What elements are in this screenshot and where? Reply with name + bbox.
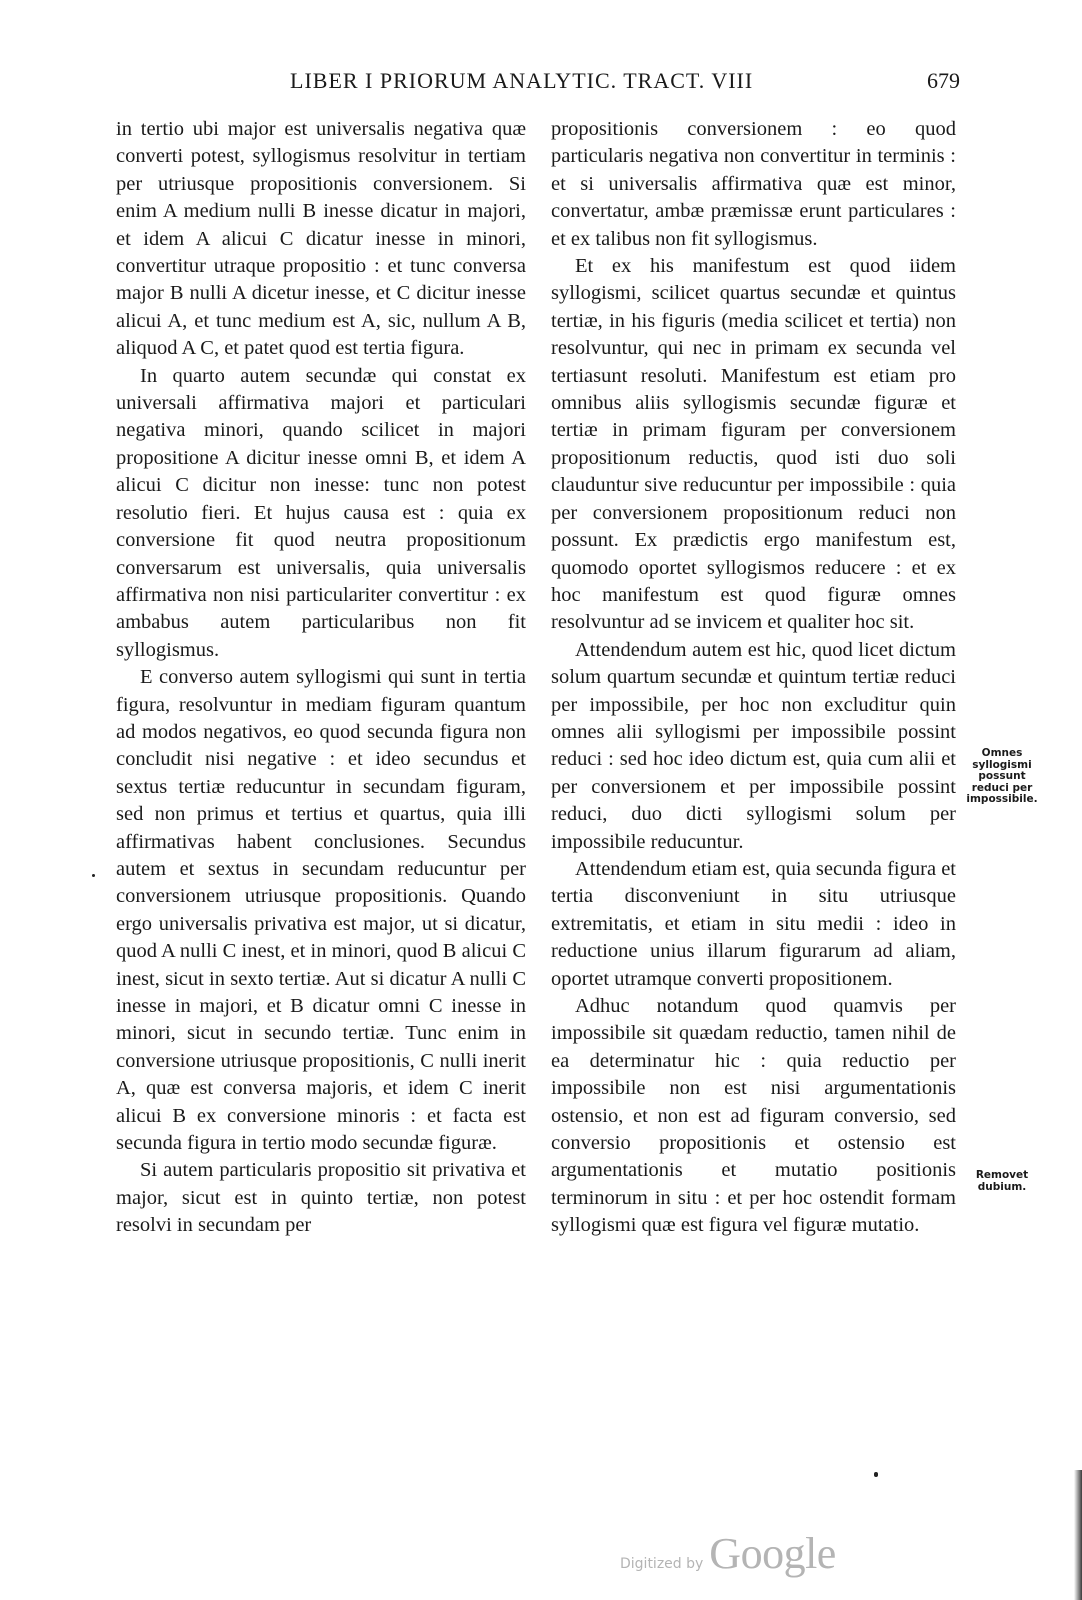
paragraph: Attendendum autem est hic, quod licet dictum solum quartum secundæ et quintum tertiæ reduci per impossibile, per hoc non excluditur quin omnes alii syllogismi per impossibile possint reduci : sed hoc ideo dictum est, quia cum alii et per conversionem et per impossibile possint reduci, duo dicti syllogismi solum per impossibile reducuntur. (551, 638, 956, 853)
watermark-prefix: Digitized by (620, 1556, 704, 1572)
paragraph: Si autem particularis propositio sit privativa et major, sicut est in quinto tertiæ, non potest resolvi in secundam per (116, 1159, 526, 1237)
paragraph: in tertio ubi major est universalis negativa quæ converti potest, syllogismus resolvitur in tertiam per utriusque propositionis conversionem. Si enim A medium nulli B inesse dicatur in majori, et idem A alicui C dicatur inesse in minori, convertitur utraque propositio : et tunc conversa major B nulli A dicetur inesse, et C dicitur inesse alicui A, et tunc medium est A, sic, nullum A B, aliquod A C, et patet quod est tertia figura. (116, 118, 526, 360)
paragraph: E converso autem syllogismi qui sunt in tertia figura, resolvuntur in mediam figuram quantum ad modos negativos, eo quod secunda figura non concludit nisi negative : et ideo secundus et sextus tertiæ reducuntur in secundam figuram, sed non primus et tertius et quartus, quia illi affirmativas habent conclusiones. Secundus autem et sextus in secundam reducuntur per conversionem utriusque propositionis. Quando ergo universalis privativa est major, ut si dicatur, quod A nulli C inest, et in minori, quod B alicui C inest, sicut in sexto tertiæ. Aut si dicatur A nulli C inesse in majori, et B dicatur omni C inesse in minori, sicut in secundo tertiæ. Tunc enim in conversione utriusque propositionis, C nulli inerit A, quæ est conversa majoris, et idem C inerit alicui B ex conversione minoris : et facta est secunda figura in tertio modo secundæ figuræ. (116, 666, 526, 1155)
paragraph: Attendendum etiam est, quia secunda figura et tertia disconveniunt in situ utriusque extremitatis, et etiam in situ medii : ideo in reductione unius illarum figurarum ad aliam, oportet utramque converti propositionem. (551, 857, 956, 990)
paragraph: In quarto autem secundæ qui constat ex universali affirmativa majori et particulari negativa minori, quando scilicet in majori propositione A dicitur inesse omni B, et idem A alicui C dicitur non inesse: tunc non potest resolutio fieri. Et hujus causa est : quia ex conversione fit quod neutra propositionum conversarum est universalis, quia universalis affirmativa non nisi particulariter convertitur : ex ambabus autem particularibus non fit syllogismus. (116, 364, 526, 661)
running-title: LIBER I PRIORUM ANALYTIC. TRACT. VIII (290, 68, 754, 93)
margin-note: Omnes syllogismi possunt reduci per impossibile. (966, 747, 1038, 805)
page-header (112, 68, 960, 102)
ink-speck (92, 874, 95, 877)
right-column (551, 116, 956, 1240)
google-logo: Google (709, 1529, 836, 1578)
paragraph: Adhuc notandum quod quamvis per impossibile sit quædam reductio, tamen nihil de ea determinatur hic : quia reductio per impossibile non est nisi argumentationis ostensio, et non est ad figuram conversio, sed conversio propositionis et ostensio est argumentationis et mutatio positionis terminorum in situ : et per hoc ostendit formam syllogismi quæ est figura vel figuræ mutatio. (551, 995, 956, 1237)
left-column (116, 116, 526, 1240)
page-number: 679 (927, 68, 960, 93)
digitization-watermark (620, 1528, 836, 1578)
paragraph: Et ex his manifestum est quod iidem syllogismi, scilicet quartus secundæ et quintus tertiæ, in his figuris (media scilicet et tertia) non resolvuntur, qui nec in primam ex secunda vel tertiasunt resoluti. Manifestum est etiam pro omnibus aliis syllogismis secundæ figuræ et tertiæ in primam figuram per conversionem propositionum reductis, quod isti duo soli clauduntur sive reducuntur per impossibile : quia per conversionem propositionum reduci non possunt. Ex prædictis ergo manifestum est, quomodo oportet syllogismos reducere : et ex hoc manifestum est quod figuræ omnes resolvuntur ad se invicem et qualiter hoc sit. (551, 255, 956, 634)
page-edge-shadow (1074, 1470, 1082, 1600)
ink-speck (874, 1472, 878, 1477)
paragraph: propositionis conversionem : eo quod particularis negativa non convertitur in terminis : et si universalis affirmativa quæ est minor, convertatur, ambæ præmissæ erunt particulares : et ex talibus non fit syllogismus. (551, 118, 956, 250)
margin-note: Removet dubium. (975, 1169, 1029, 1193)
